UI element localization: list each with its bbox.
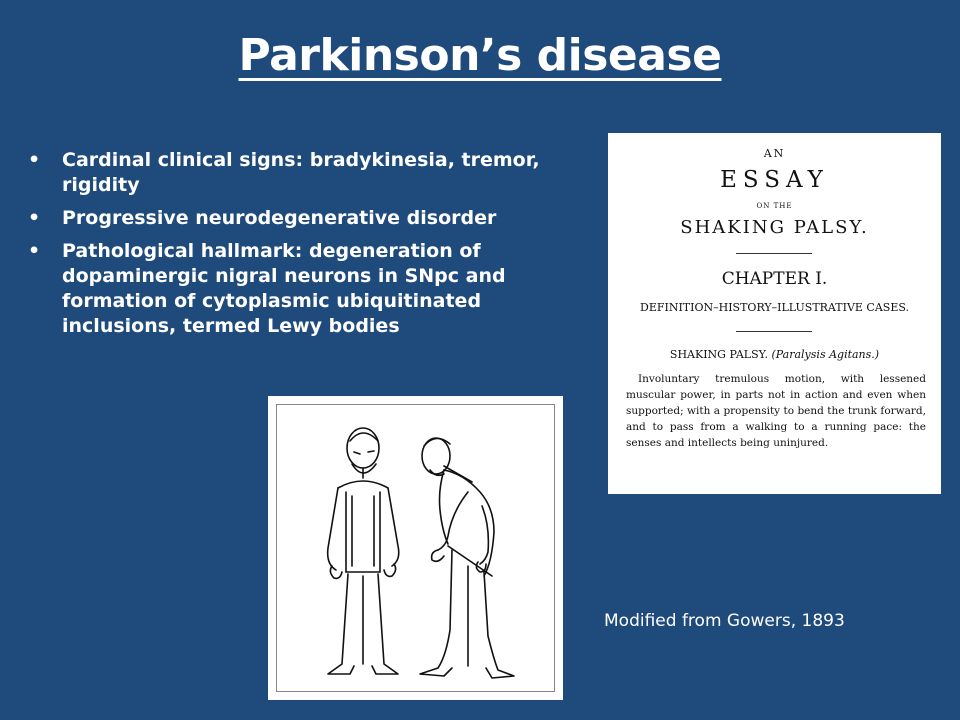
divider [736, 253, 812, 254]
patient-illustration [268, 396, 563, 700]
essay-definition: DEFINITION–HISTORY–ILLUSTRATIVE CASES. [640, 301, 909, 314]
bullet-item: • Progressive neurodegenerative disorder [28, 207, 497, 229]
bullet-list [28, 148, 568, 347]
bullet-marker: • [28, 240, 41, 262]
essay-paragraph: Involuntary tremulous motion, with lessened muscular power, in parts not in action and even when supported; with a propensity to bend the trunk forward, and to pass from a walking to a running pace: the senses and intellects being uninjured. [626, 373, 926, 449]
bullet-item: • Pathological hallmark: degeneration of dopaminergic nigral neurons in SNpc and formation of cytoplasmic ubiquitinated inclusions, termed Lewy bodies [28, 240, 506, 337]
essay-on-the: ON THE [756, 202, 793, 210]
slide-title: Parkinson’s disease [238, 30, 722, 81]
essay-an: AN [763, 147, 786, 160]
bullet-item: • Cardinal clinical signs: bradykinesia, tremor, rigidity [28, 149, 540, 196]
bullet-marker: • [28, 149, 41, 171]
essay-title-page-image [608, 133, 941, 494]
essay-heading: ESSAY [720, 167, 829, 193]
essay-chapter: CHAPTER I. [721, 269, 828, 289]
image-caption: Modified from Gowers, 1893 [604, 611, 845, 631]
parkinson-patients-drawing [268, 396, 563, 700]
divider [736, 331, 812, 332]
essay-subhead: SHAKING PALSY. (Paralysis Agitans.) [669, 348, 880, 361]
bullet-marker: • [28, 207, 41, 229]
essay-shaking-palsy: SHAKING PALSY. [680, 217, 869, 238]
